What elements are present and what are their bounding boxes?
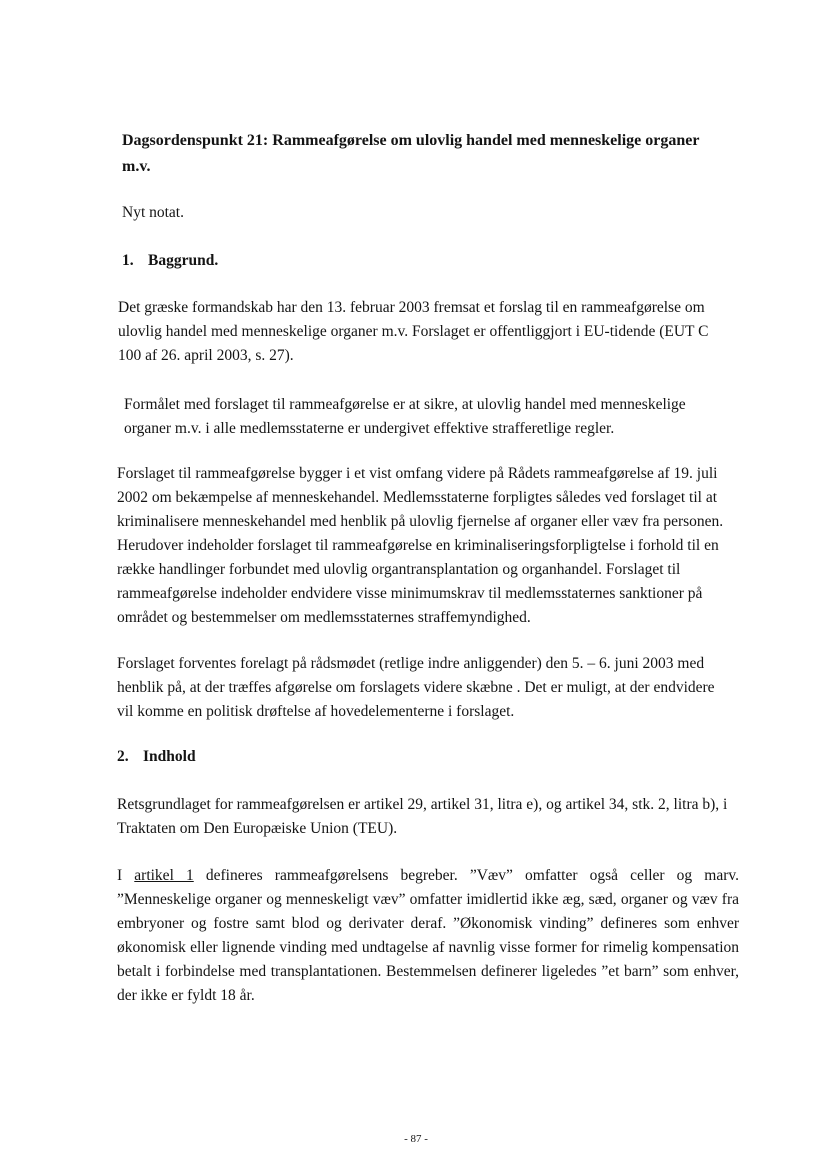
section-number: 2. xyxy=(117,748,129,765)
paragraph-framework: Forslaget til rammeafgørelse bygger i et vist omfang videre på Rådets rammeafgørelse af 19. juli 2002 om bekæmpelse af menneskehandel. Medlemsstaterne forpligtes således ved forslaget til at kriminalisere menneskehandel med henblik på ulovlig fjernelse af organer eller væv fra personen. Herudover indeholder forslaget til rammeafgørelse en kriminaliseringsforpligtelse i forhold til en række handlinger forbundet med ulovlig organtransplantation og organhandel. Forslaget til rammeafgørelse indeholder endvidere visse minimumskrav til medlemsstaternes sanktioner på området og bestemmelser om medlemsstaternes straffemyndighed. xyxy=(117,465,724,626)
section-title: Indhold xyxy=(143,748,196,765)
paragraph-background: Det græske formandskab har den 13. februar 2003 fremsat et forslag til en rammeafgørelse om ulovlig handel med menneskelige organer m.v. Forslaget er offentliggjort i EU-tidende (EUT C 100 af 26. april 2003, s. 27). xyxy=(118,299,709,364)
note-text: Nyt notat. xyxy=(122,204,184,221)
article-prefix: I xyxy=(117,867,135,884)
section-heading-1 xyxy=(122,249,218,273)
section-number: 1. xyxy=(122,252,134,269)
article-1-reference: artikel 1 xyxy=(134,867,194,884)
title-line-2: m.v. xyxy=(122,158,151,175)
paragraph-council-meeting: Forslaget forventes forelagt på rådsmødet (retlige indre anliggender) den 5. – 6. juni 2003 med henblik på, at der træffes afgørelse om forslagets videre skæbne . Det er muligt, at der endvidere vil komme en politisk drøftelse af hovedelementerne i forslaget. xyxy=(117,655,715,720)
article-1-text: defineres rammeafgørelsens begreber. ”Væv” omfatter også celler og marv. ”Menneskelige organer og menneskeligt væv” omfatter imidlertid ikke æg, sæd, organer og væv fra embryoner og fostre samt blod og derivater deraf. ”Økonomisk vinding” defineres som enhver økonomisk eller lignende vinding med undtagelse af navnlig visse former for rimelig kompensation betalt i forbindelse med transplantationen. Bestemmelsen definerer ligeledes ”et barn” som enhver, der ikke er fyldt 18 år. xyxy=(117,867,740,1004)
section-title: Baggrund. xyxy=(148,252,219,269)
paragraph-article-1 xyxy=(117,864,739,1008)
paragraph-legal-basis: Retsgrundlaget for rammeafgørelsen er artikel 29, artikel 31, litra e), og artikel 34, stk. 2, litra b), i Traktaten om Den Europæiske Union (TEU). xyxy=(117,796,728,837)
title-line-1: Dagsordenspunkt 21: Rammeafgørelse om ulovlig handel med menneskelige organer xyxy=(122,132,700,149)
agenda-item-title xyxy=(122,128,742,180)
paragraph-purpose: Formålet med forslaget til rammeafgørelse er at sikre, at ulovlig handel med menneskelige organer m.v. i alle medlemsstaterne er undergivet effektive strafferetlige regler. xyxy=(124,396,686,437)
section-heading-2 xyxy=(117,745,196,769)
page-number: - 87 - xyxy=(404,1133,428,1145)
